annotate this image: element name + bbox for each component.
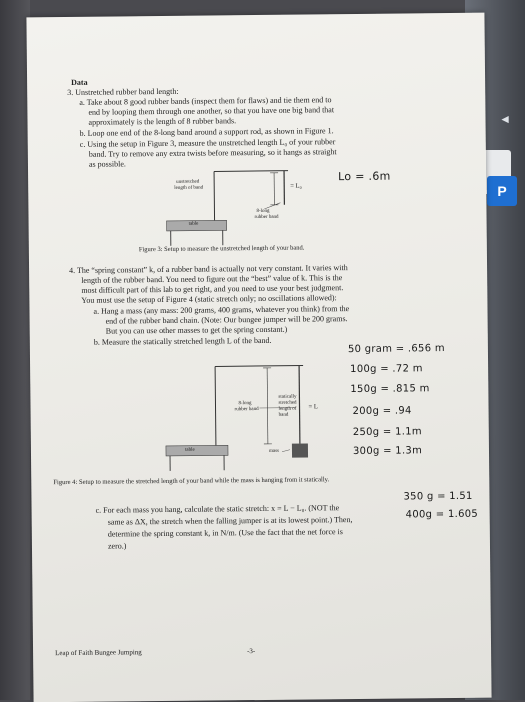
handwritten-l0: Lo = .6m [338, 170, 391, 184]
handwritten-50g: 50 gram = .656 m [348, 343, 445, 355]
q4-b-line: b. Measure the statically stretched length L of the band. [94, 335, 272, 348]
q3-a-line-1: a. Take about 8 good rubber bands (inspect them for flaws) and tie them end to [79, 94, 331, 108]
fig4-label-length-of: length of [279, 407, 297, 412]
desk-background-left [0, 0, 30, 700]
q4c-line-2: same as ΔX, the stretch when the falling jumper is at its lowest point.) Then, [108, 514, 353, 528]
footer-title: Leap of Faith Bungee Jumping [55, 648, 142, 657]
q4-a-line-3: But you can use other masses to get the spring constant.) [106, 324, 288, 337]
fig4-label-stretched: stretched [278, 401, 296, 406]
fig3-label-length: length of band [174, 186, 203, 191]
rubber-band-line [299, 366, 300, 444]
q4-intro-line-2: length of the rubber band. You need to figure out the “best” value of k. This is the [81, 272, 342, 286]
q4c-line-3: determine the spring constant k, in N/m. (Use the fact that the net force is [108, 526, 343, 539]
table-top [166, 445, 228, 456]
q3-title: 3. Unstretched rubber band length: [67, 86, 178, 98]
figure-4-diagram [155, 359, 326, 471]
handwritten-300g: 300g = 1.3m [353, 445, 422, 457]
q3-a-line-2: end by looping them through one another, so that you have one big band that [88, 104, 334, 118]
q4c-line-1: c. For each mass you hang, calculate the static stretch: x = L − L₀. (NOT the [96, 502, 340, 516]
q4-intro-line-4: You must use the setup of Figure 4 (static stretch only; no oscillations allowed): [81, 292, 336, 306]
data-heading: Data [71, 77, 88, 88]
q4-intro-line-3: most difficult part of this lab to get right, and you need to use your best judgment. [81, 282, 343, 296]
handwritten-250g: 250g = 1.1m [353, 426, 422, 438]
handwritten-150g: 150g = .815 m [350, 383, 429, 395]
fig4-label-statically: statically [278, 395, 296, 400]
fig4-label-8long: 8-long [238, 401, 251, 406]
sticky-note-blue: P [487, 176, 517, 206]
fig4-label-band: band [279, 413, 289, 418]
handwritten-350g: 350 g = 1.51 [403, 491, 472, 503]
q3-c-line-3: as possible. [89, 158, 126, 169]
support-rod-vertical [214, 171, 215, 220]
fig3-label-rubber: rubber band [255, 215, 279, 220]
arrow-icon: ◄ [499, 112, 511, 126]
dimension-line [267, 368, 268, 444]
support-rod-vertical [215, 366, 216, 445]
q3-b-line: b. Loop one end of the 8-long band around a support rod, as shown in Figure 1. [80, 125, 334, 139]
fig4-label-eq: = L [308, 403, 317, 410]
fig3-label-table: table [189, 222, 199, 227]
fig4-label-mass: mass [269, 449, 279, 454]
handwritten-400g: 400g = 1.605 [406, 509, 479, 521]
fig4-label-table: table [185, 448, 195, 453]
fig3-label-8long: 8-long [256, 209, 269, 214]
support-rod-horizontal [214, 171, 288, 172]
handwritten-100g: 100g = .72 m [350, 363, 423, 375]
q3-a-line-3: approximately is the length of 8 rubber bands. [88, 115, 236, 128]
fig3-label-l0: = L₀ [290, 183, 302, 190]
q3-c-line-1: c. Using the setup in Figure 3, measure the unstretched length L₀ of your rubber [80, 136, 336, 150]
q4-a-line-2: end of the rubber band chain. (Note: Our bungee jumper will be 200 grams. [106, 313, 348, 327]
handwritten-200g: 200g = .94 [353, 405, 412, 417]
fig3-caption: Figure 3: Setup to measure the unstretched length of your band. [139, 245, 305, 254]
footer-page-number: -3- [247, 647, 255, 655]
q4-a-line-1: a. Hang a mass (any mass: 200 grams, 400 grams, whatever you think) from the [93, 303, 349, 317]
worksheet-page [26, 13, 491, 702]
hanging-mass [292, 443, 308, 457]
fig4-label-rubber: rubber band [235, 407, 259, 412]
fig3-label-unstretched: unstretched [176, 180, 199, 185]
figure-3-diagram [146, 164, 327, 246]
q4c-line-4: zero.) [108, 540, 127, 551]
support-rod-horizontal [215, 366, 303, 367]
q3-c-line-2: band. Try to remove any extra twists before measuring, so it hangs as straight [89, 146, 337, 160]
q4-intro-line-1: 4. The “spring constant” k, of a rubber band is actually not very constant. It varies with [69, 262, 348, 276]
fig4-caption: Figure 4: Setup to measure the stretched length of your band while the mass is hanging from it statically. [53, 476, 329, 486]
